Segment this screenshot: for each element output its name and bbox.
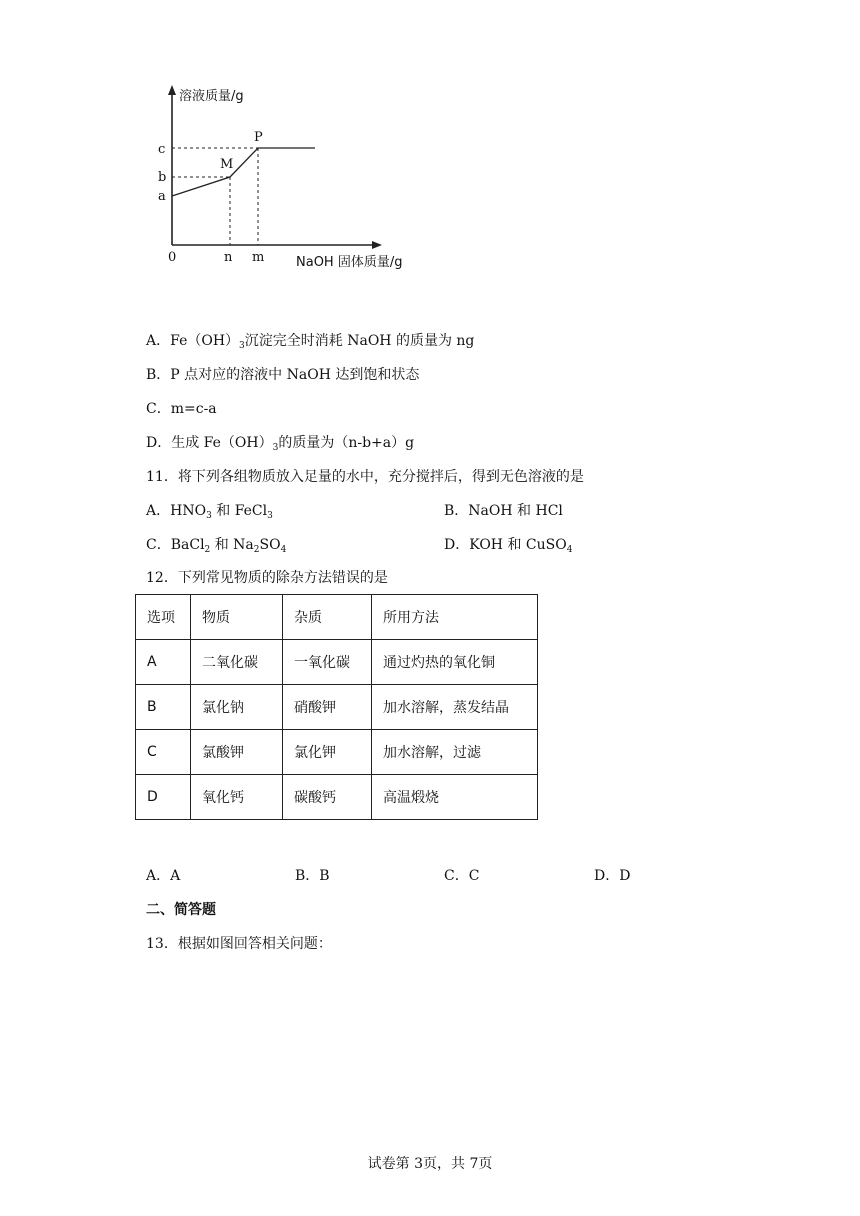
label-P: P — [254, 130, 263, 145]
table-cell: C — [136, 730, 191, 775]
q12-table — [135, 594, 538, 820]
q12-option-c: C．C — [444, 868, 480, 884]
header-cell: 物质 — [191, 595, 283, 640]
q12-option-b: B．B — [295, 868, 330, 884]
q10-option-c: C．m=c-a — [146, 401, 217, 417]
solution-mass-graph — [150, 80, 430, 275]
table-cell: 一氧化碳 — [283, 640, 372, 685]
table-row — [136, 730, 538, 775]
q10-option-b: B．P 点对应的溶液中 NaOH 达到饱和状态 — [146, 367, 420, 383]
table-row — [136, 685, 538, 730]
table-cell: 通过灼热的氧化铜 — [372, 640, 538, 685]
table-cell: 硝酸钾 — [283, 685, 372, 730]
q12-stem: 12．下列常见物质的除杂方法错误的是 — [146, 570, 388, 586]
page-footer: 试卷第 3页，共 7页 — [367, 1156, 493, 1172]
q11-option-b: B．NaOH 和 HCl — [444, 503, 563, 519]
x-axis-arrow — [372, 241, 382, 249]
q13-stem: 13．根据如图回答相关问题： — [146, 936, 332, 952]
tick-m: m — [252, 250, 265, 265]
tick-b: b — [158, 170, 167, 185]
label-M: M — [220, 157, 234, 172]
tick-n: n — [224, 250, 233, 265]
q11-option-c: C．BaCl$_2$ 和 $Na_2SO_4$ — [146, 537, 287, 555]
table-cell: D — [136, 775, 191, 820]
table-row — [136, 775, 538, 820]
table-cell: 加水溶解，过滤 — [372, 730, 538, 775]
table-cell: B — [136, 685, 191, 730]
header-cell: 杂质 — [283, 595, 372, 640]
tick-a: a — [158, 189, 166, 204]
table-header-row — [136, 595, 538, 640]
q10-option-d: D．生成 $Fe(OH)_3$的质量为（n-b+a）g — [146, 435, 415, 453]
mass-curve — [172, 148, 315, 196]
section-title: 二、简答题 — [146, 902, 216, 918]
table-row — [136, 640, 538, 685]
tick-c: c — [158, 142, 166, 157]
q11-option-a: A．$HNO_3$ 和 FeCl$_3$ — [146, 503, 273, 521]
y-axis-arrow — [168, 85, 176, 95]
origin-label: 0 — [168, 250, 177, 265]
header-cell: 选项 — [136, 595, 191, 640]
table-cell: A — [136, 640, 191, 685]
q11-option-d: D．KOH 和 CuSO$_4$ — [444, 537, 573, 555]
y-axis-label: 溶液质量/g — [179, 89, 244, 104]
table-cell: 加水溶解，蒸发结晶 — [372, 685, 538, 730]
table-cell: 高温煅烧 — [372, 775, 538, 820]
table-cell: 二氧化碳 — [191, 640, 283, 685]
table-cell: 碳酸钙 — [283, 775, 372, 820]
q12-option-a: A．A — [146, 868, 181, 884]
table-cell: 氧化钙 — [191, 775, 283, 820]
table-cell: 氯化钠 — [191, 685, 283, 730]
table-cell: 氯化钾 — [283, 730, 372, 775]
x-axis-label: NaOH 固体质量/g — [296, 255, 403, 270]
header-cell: 所用方法 — [372, 595, 538, 640]
q10-option-a: A．$Fe(OH)_3$沉淀完全时消耗 NaOH 的质量为 ng — [146, 333, 475, 351]
q12-option-d: D．D — [594, 868, 631, 884]
table-cell: 氯酸钾 — [191, 730, 283, 775]
q11-stem: 11．将下列各组物质放入足量的水中，充分搅拌后，得到无色溶液的是 — [146, 469, 584, 485]
